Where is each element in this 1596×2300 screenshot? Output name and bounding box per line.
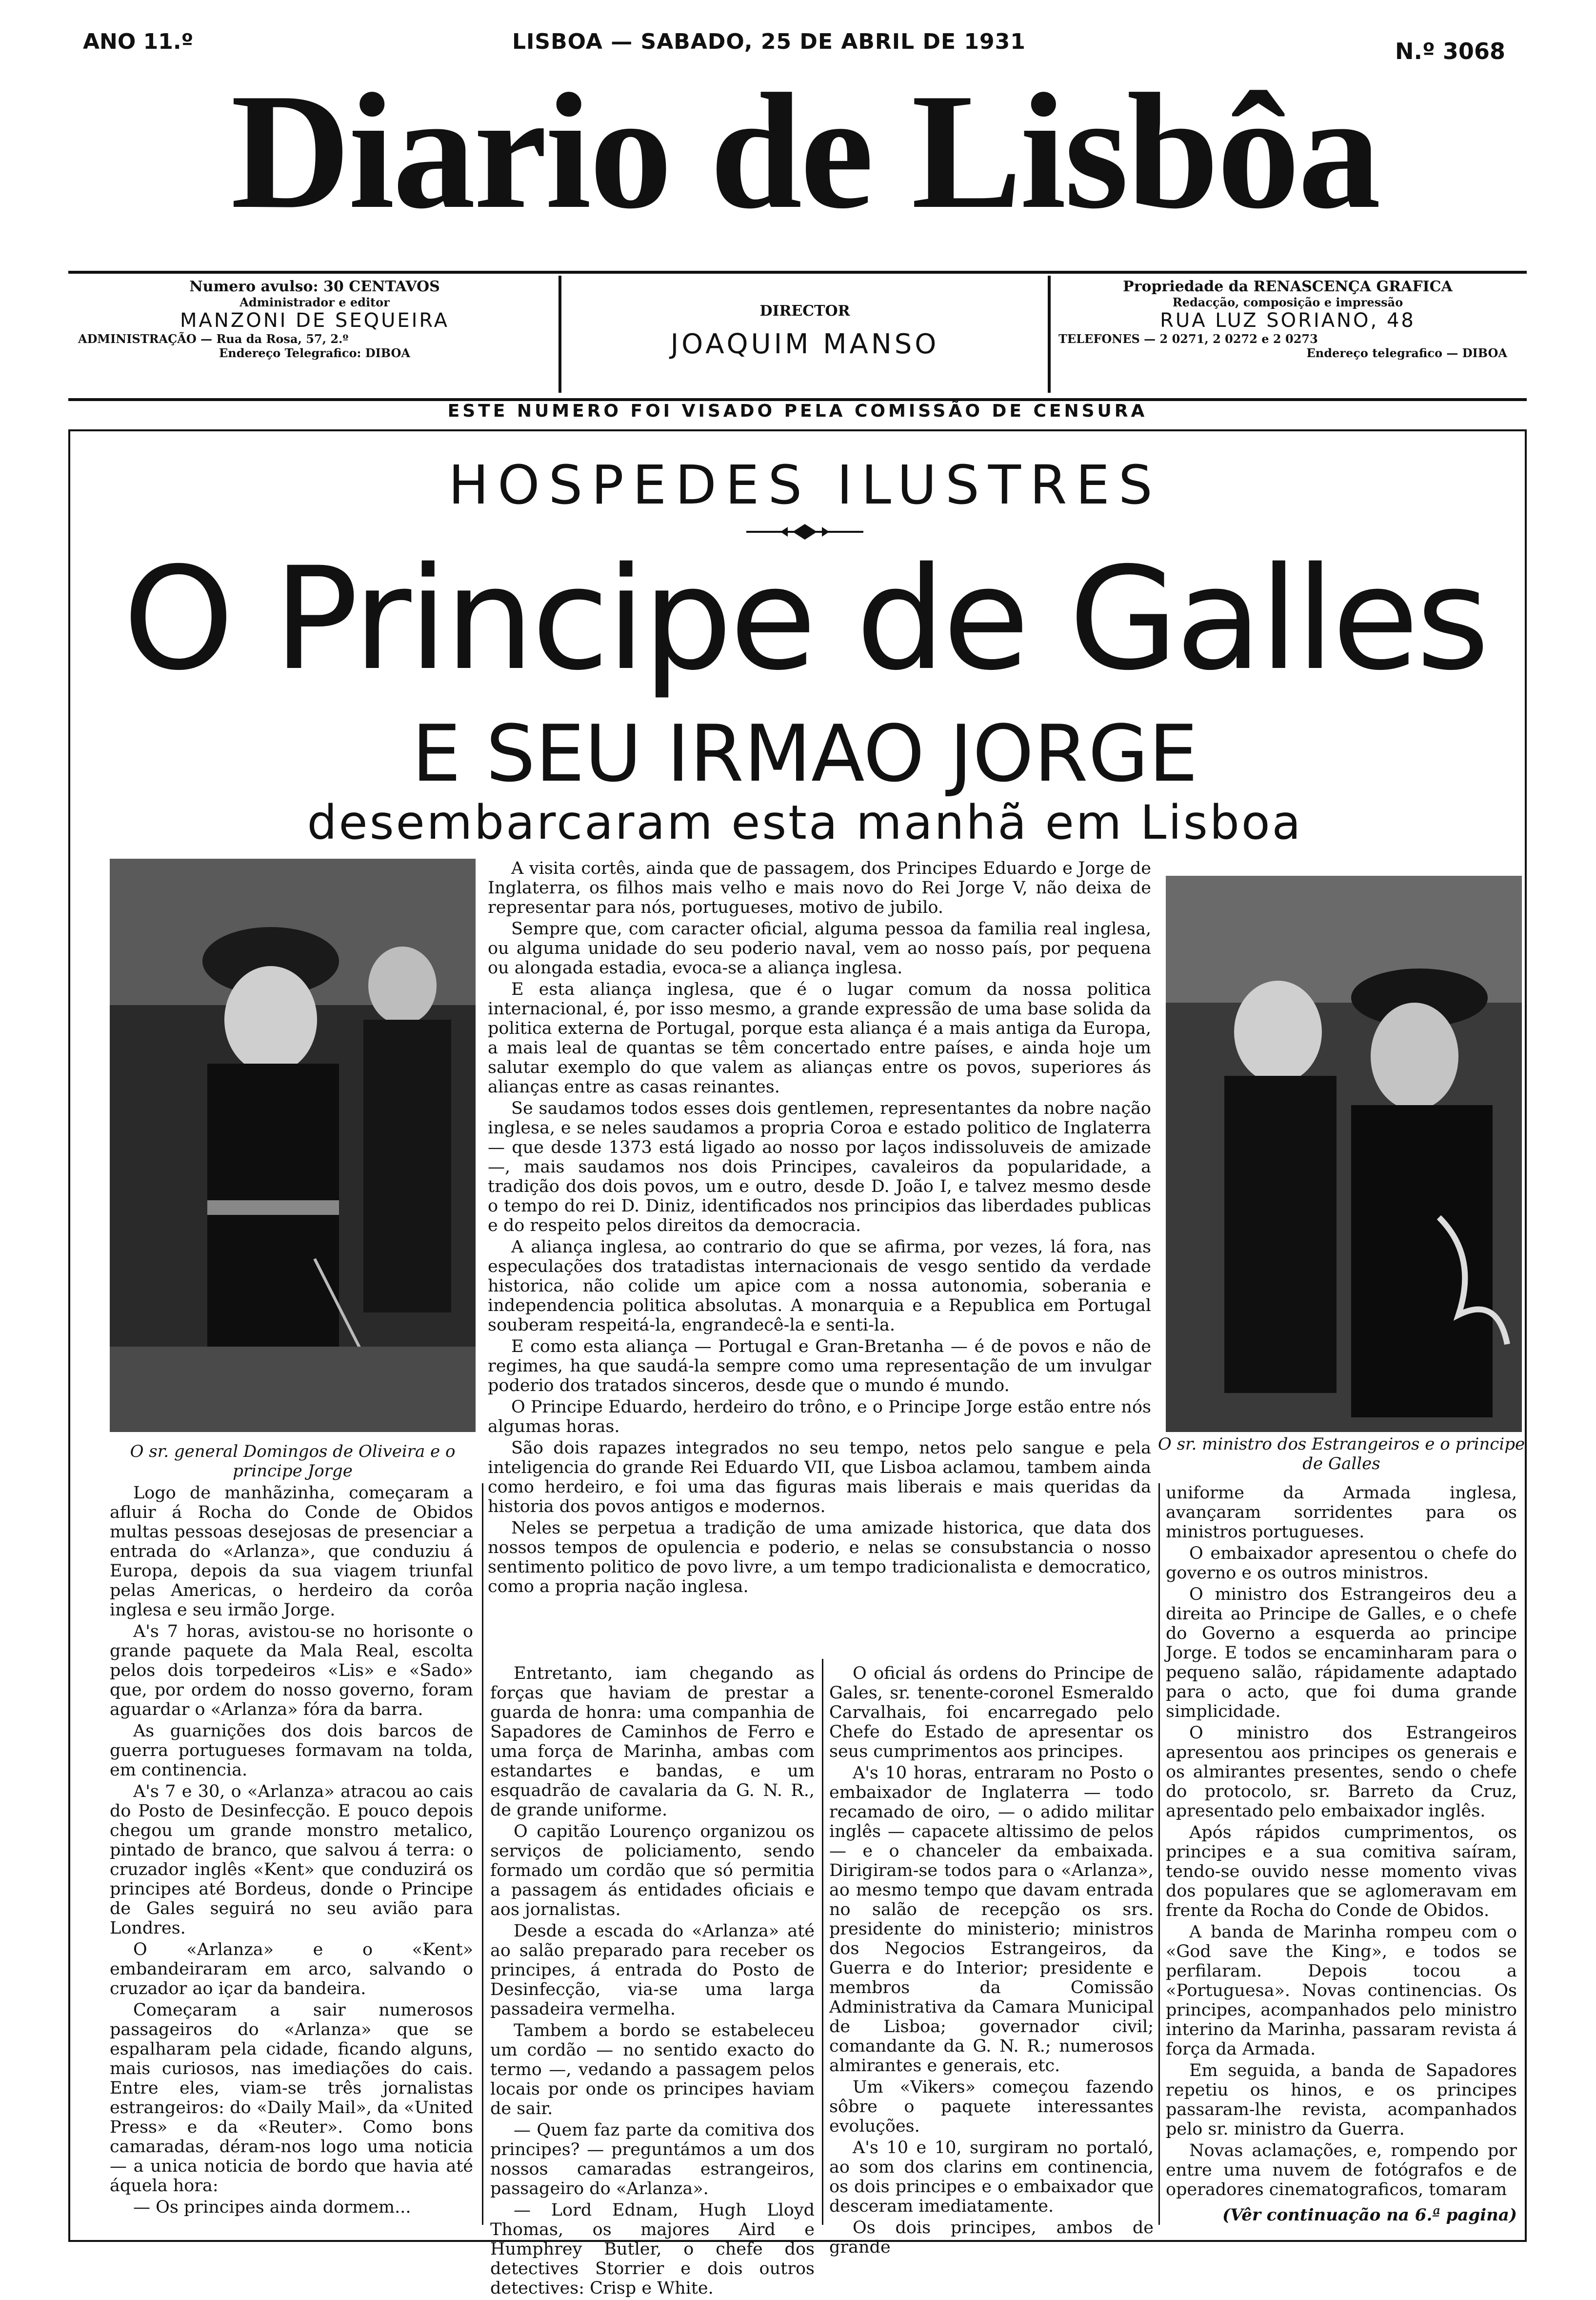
admin-address: ADMINISTRAÇÃO — Rua da Rosa, 57, 2.º [78,332,349,346]
continuation-note[interactable]: (Vêr continuação na 6.ª pagina) [1222,2205,1517,2225]
column-rule [822,1659,823,2225]
report-paragraph: Tambem a bordo se estabeleceu um cordão — no sentido exacto do termo —, vedando a passagem pelos locais por onde os principes haviam de sair. [490,2021,815,2118]
report-column-1 [110,1483,473,2219]
editorial-paragraph: Sempre que, com caracter oficial, alguma pessoa da familia real inglesa, ou alguma unidade do seu poderio naval, vem ao nosso país, por pequena ou alongada estadia, evoca-se a aliança inglesa. [488,919,1151,978]
center-info-box [563,303,1046,360]
report-paragraph: O embaixador apresentou o chefe do governo e os outros ministros. [1166,1544,1517,1583]
report-column-3 [829,1664,1154,2259]
report-paragraph: — Quem faz parte da comitiva dos principes? — preguntámos a um dos nossos camaradas estrangeiros, passageiro do «Arlanza». [490,2120,815,2199]
phones-line: TELEFONES — 2 0271, 2 0272 e 2 0273 [1058,332,1318,346]
masthead-divider-left [559,276,561,393]
dateline: LISBOA — SABADO, 25 DE ABRIL DE 1931 [512,29,1026,54]
editorial-paragraph: E como esta aliança — Portugal e Gran-Bretanha — é de povos e não de regimes, ha que saudá-la sempre como uma representação de um invulgar poderio dos tratados sinceros, desde que o mundo é mundo. [488,1337,1151,1395]
report-paragraph: Os dois principes, ambos de grande [829,2218,1154,2257]
report-paragraph: O ministro dos Estrangeiros apresentou aos principes os generais e os almirantes presentes, sendo o chefe do protocolo, sr. Barreto da Cruz, apresentado pelo embaixador inglês. [1166,1723,1517,1821]
report-paragraph: Após rápidos cumprimentos, os principes e a sua comitiva saíram, tendo-se ouvido nesse momento vivas dos populares que se aglomeravam em frente da Rocha do Conde de Obidos. [1166,1823,1517,1920]
photo-right-illustration [1166,876,1522,1432]
report-paragraph: A's 10 horas, entraram no Posto o embaixador de Inglaterra — todo recamado de oiro, — o adido militar inglês — capacete altissimo de pelos — e o chanceler da embaixada. Dirigiram-se todos para o «Arlanza», ao mesmo tempo que davam entrada no salão de recepção os srs. presidente do ministerio; ministros dos Negocios Estrangeiros, da Guerra e do Interior; presidente e membros da Comissão Administrativa da Camara Municipal de Lisboa; governador civil; comandante da G. N. R.; numerosos almirantes e generais, etc. [829,1763,1154,2076]
director-name: JOAQUIM MANSO [670,328,939,360]
admin-name: MANZONI DE SEQUEIRA [180,309,449,332]
report-paragraph: O «Arlanza» e o «Kent» embandeiraram em arco, salvando o cruzador ao içar da bandeira. [110,1940,473,1998]
column-rule [1158,1483,1160,2225]
report-paragraph: Um «Vikers» começou fazendo sôbre o paquete interessantes evoluções. [829,2078,1154,2136]
photo-left-illustration [110,859,476,1432]
report-paragraph: — Lord Ednam, Hugh Lloyd Thomas, os majores Aird e Humphrey Butler, o chefe dos detectives Storrier e dois outros detectives: Crisp e White. [490,2200,815,2298]
report-paragraph: O ministro dos Estrangeiros deu a direita ao Principe de Galles, e o chefe do Governo a esquerda ao principe Jorge. E todos se encaminharam para o pequeno salão, rápidamente adaptado para o acto, que foi duma grande simplicidade. [1166,1585,1517,1721]
report-paragraph: — Os principes ainda dormem... [133,2198,411,2217]
photo-right [1166,876,1522,1432]
newspaper-title: Diario de Lisbôa [230,59,1379,243]
report-paragraph: Em seguida, a banda de Sapadores repetiu os hinos, e os principes passaram-lhe revista, acompanhados pelo sr. ministro da Guerra. [1166,2061,1517,2139]
report-paragraph: Começaram a sair numerosos passageiros do «Arlanza» que se espalharam pela cidade, ficando alguns, mais curiosos, nas imediações do cais. Entre eles, viam-se três jornalistas estrangeiros: do «Daily Mail», da «United Press» e da «Reuter». Como bons camaradas, déram-nos logo uma noticia — a unica noticia de bordo que havia até áquela hora: [110,2000,473,2196]
admin-role: Administrador e editor [239,295,390,309]
report-column-2 [490,1664,815,2300]
right-info-box [1054,278,1522,360]
report-paragraph: O capitão Lourenço organizou os serviços de policiamento, sendo formado um cordão que só permitia a passagem ás entidades oficiais e aos jornalistas. [490,1822,815,1919]
right-telegraph: Endereço telegrafico — DIBOA [1306,346,1507,360]
report-paragraph: Entretanto, iam chegando as forças que haviam de prestar a guarda de honra: uma companhia de Sapadores de Caminhos de Ferro e uma força de Marinha, ambas com estandartes e bandas, e um esquadrão de cavalaria da G. N. R., de grande uniforme. [490,1664,815,1820]
report-column-4 [1166,1483,1517,2201]
report-paragraph: A's 7 e 30, o «Arlanza» atracou ao cais do Posto de Desinfecção. E pouco depois chegou um grande monstro metalico, pintado de branco, que salvou á terra: o cruzador inglês «Kent» que conduzirá os principes até Bordeus, donde o Principe de Gales seguirá no seu avião para Londres. [110,1782,473,1938]
report-paragraph: A banda de Marinha rompeu com o «God save the King», e todos se perfilaram. Depois tocou a «Portuguesa». Novas continencias. Os principes, acompanhados pelo ministro interino da Marinha, passaram revista á força da Armada. [1166,1922,1517,2059]
photo-left [110,859,476,1432]
report-paragraph: uniforme da Armada inglesa, avançaram sorridentes para os ministros portugueses. [1166,1483,1517,1542]
admin-telegraph: Endereço Telegrafico: DIBOA [219,346,410,360]
editorial-paragraph: São dois rapazes integrados no seu tempo, netos pelo sangue e pela inteligencia do grande Rei Eduardo VII, que Lisboa aclamou, tambem ainda como herdeiro, e foi uma das figuras mais liberais e mais queridas da historia dos povos antigos e modernos. [488,1438,1151,1516]
report-paragraph: A's 7 horas, avistou-se no horisonte o grande paquete da Mala Real, escolta pelos dois torpedeiros «Lis» e «Sado» que, por ordem do nosso governo, foram aguardar o «Arlanza» fóra da barra. [110,1622,473,1719]
column-rule [482,1483,483,2225]
price-line: Numero avulso: 30 CENTAVOS [189,278,440,295]
owner-note: Redacção, composição e impressão [1172,295,1403,309]
headline-main: O Principe de Galles [122,537,1487,702]
photo-right-caption: O sr. ministro dos Estrangeiros e o principe de Galles [1157,1434,1525,1473]
editorial-paragraph: E esta aliança inglesa, que é o lugar comum da nossa politica internacional, é, por isso mesmo, a grande expressão de uma base solida da politica externa de Portugal, porque esta aliança é a mais antiga da Europa, a mais leal de quantas se têm concertado entre países, e ainda hoje um salutar exemplo do que valem as alianças entre os povos, superiores ás alianças entre as casas reinantes. [488,980,1151,1097]
report-paragraph: A's 10 e 10, surgiram no portaló, ao som dos clarins em continencia, os dois principes e o embaixador que desceram imediatamente. [829,2138,1154,2216]
report-paragraph: As guarnições dos dois barcos de guerra portugueses formavam na tolda, em continencia. [110,1721,473,1780]
report-paragraph: Novas aclamações, e, rompendo por entre uma nuvem de fotógrafos e de operadores cinematograficos, tomaram [1166,2141,1517,2199]
headline-deck: desembarcaram esta manhã em Lisboa [307,795,1303,850]
editorial-paragraph: Se saudamos todos esses dois gentlemen, representantes da nobre nação inglesa, e se neles saudamos a propria Coroa e estado politico de Inglaterra — que desde 1373 está ligado ao nosso por laços indissoluveis de amizade —, mais saudamos nos dois Principes, cavaleiros da popularidade, a tradição dos dois povos, um e outro, desde D. João I, e talvez mesmo desde o tempo do rei D. Diniz, identificados nos principios das liberdades publicas e do respeito pelos direitos da democracia. [488,1099,1151,1235]
editorial-paragraph: Neles se perpetua a tradição de uma amizade historica, que data dos nossos tempos de opulencia e poderio, e nelas se consubstancia o nosso sentimento politico de povo livre, a um tempo tradicionalista e democratico, como a propria nação inglesa. [488,1518,1151,1596]
report-paragraph: O oficial ás ordens do Principe de Gales, sr. tenente-coronel Esmeraldo Carvalhais, foi encarregado pelo Chefe do Estado de apresentar os seus cumprimentos aos principes. [829,1664,1154,1761]
owner-line: Propriedade da RENASCENÇA GRAFICA [1123,278,1453,295]
owner-address: RUA LUZ SORIANO, 48 [1160,309,1416,332]
director-role: DIRECTOR [759,303,850,320]
left-info-box [73,278,556,360]
issue-number: N.º 3068 [1395,38,1505,64]
year-label: ANO 11.º [83,29,194,54]
editorial-paragraph: A aliança inglesa, ao contrario do que se afirma, por vezes, lá fora, nas especulações dos tratadistas internacionais de vesgo sentido da verdade historica, não colide um apice com a nossa autonomia, soberania e independencia politica absolutas. A monarquia e a Republica em Portugal souberam respeitá-la, engrandecê-la e senti-la. [488,1237,1151,1335]
editorial-paragraph: A visita cortês, ainda que de passagem, dos Principes Eduardo e Jorge de Inglaterra, os filhos mais velho e mais novo do Rei Jorge V, não deixa de representar para nós, portugueses, motivo de jubilo. [488,859,1151,917]
editorial-column [488,859,1151,1598]
report-paragraph: Logo de manhãzinha, começaram a afluir á Rocha do Conde de Obidos multas pessoas desejosas de presenciar a entrada do «Arlanza», que conduziu á Europa, depois da sua viagem triunfal pelas Americas, o herdeiro da corôa inglesa e seu irmão Jorge. [110,1483,473,1620]
censorship-notice: ESTE NUMERO FOI VISADO PELA COMISSÃO DE CENSURA [447,401,1148,421]
photo-left-caption: O sr. general Domingos de Oliveira e o principe Jorge [130,1442,456,1481]
headline-sub: E SEU IRMAO JORGE [412,708,1198,799]
report-paragraph: Desde a escada do «Arlanza» até ao salão preparado para receber os principes, á entrada do Posto de Desinfecção, via-se uma larga passadeira vermelha. [490,1921,815,2019]
masthead-divider-right [1048,276,1051,393]
editorial-paragraph: O Principe Eduardo, herdeiro do trôno, e o Principe Jorge estão entre nós algumas horas. [488,1397,1151,1436]
headline-kicker: HOSPEDES ILUSTRES [448,454,1161,516]
